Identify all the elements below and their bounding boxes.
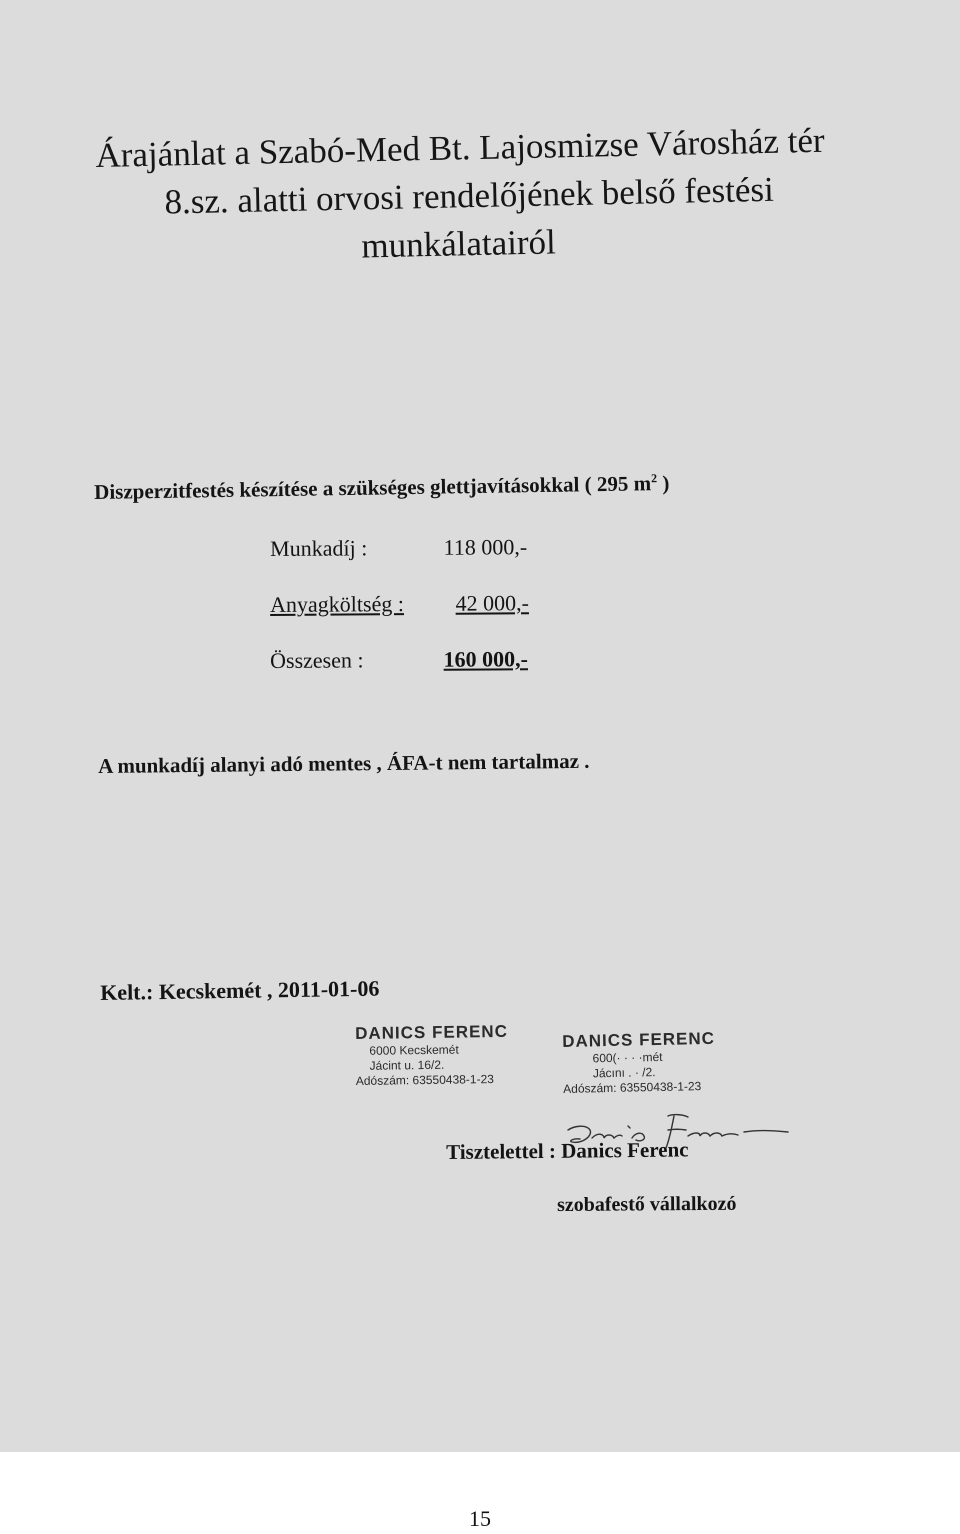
cost-row-materials <box>270 590 529 618</box>
stamp-line: Jácint u. 16/2. <box>369 1057 445 1073</box>
stamp-name: DANICS FERENC <box>355 1021 509 1043</box>
area-superscript: 2 <box>650 471 658 486</box>
stamp-line: Jácını . · /2. <box>592 1065 656 1081</box>
cost-value: 118 000,- <box>443 534 528 560</box>
cost-label: Anyagköltség : <box>270 591 404 617</box>
cost-value: 160 000,- <box>443 646 528 672</box>
title-line-2: 8.sz. alatti orvosi rendelőjének belső festési <box>164 169 775 222</box>
cost-row-labor <box>270 534 527 562</box>
work-description-closing: ) <box>656 470 670 496</box>
stamp-line: 600(· · · ·mét <box>592 1049 663 1066</box>
company-stamp-2 <box>562 1029 716 1097</box>
closing-greeting: Tisztelettel : Danics Ferenc <box>446 1137 689 1164</box>
signer-role: szobafestő vállalkozó <box>557 1192 737 1216</box>
work-description-text: Diszperzitfestés készítése a szükséges glettjavításokkal ( 295 m <box>94 471 652 504</box>
page-number: 15 <box>469 1506 491 1531</box>
company-stamp-1 <box>355 1022 509 1089</box>
cost-row-total <box>270 646 528 674</box>
document-title <box>95 117 838 276</box>
cost-label: Munkadíj : <box>270 535 368 561</box>
stamp-line: 6000 Kecskemét <box>369 1042 459 1058</box>
cost-label: Összesen : <box>270 647 364 673</box>
stamp-line: Adószám: 63550438-1-23 <box>563 1079 702 1096</box>
stamp-name: DANICS FERENC <box>562 1028 716 1051</box>
cost-value: 42 000,- <box>455 590 529 616</box>
stamp-line: Adószám: 63550438-1-23 <box>355 1072 494 1088</box>
work-description <box>94 471 670 505</box>
title-line-3: munkálatairól <box>361 222 557 266</box>
vat-note: A munkadíj alanyi adó mentes , ÁFA-t nem tartalmaz . <box>98 748 590 778</box>
title-line-1: Árajánlat a Szabó-Med Bt. Lajosmizse Városház tér <box>95 120 825 175</box>
date-line: Kelt.: Kecskemét , 2011-01-06 <box>100 975 380 1005</box>
